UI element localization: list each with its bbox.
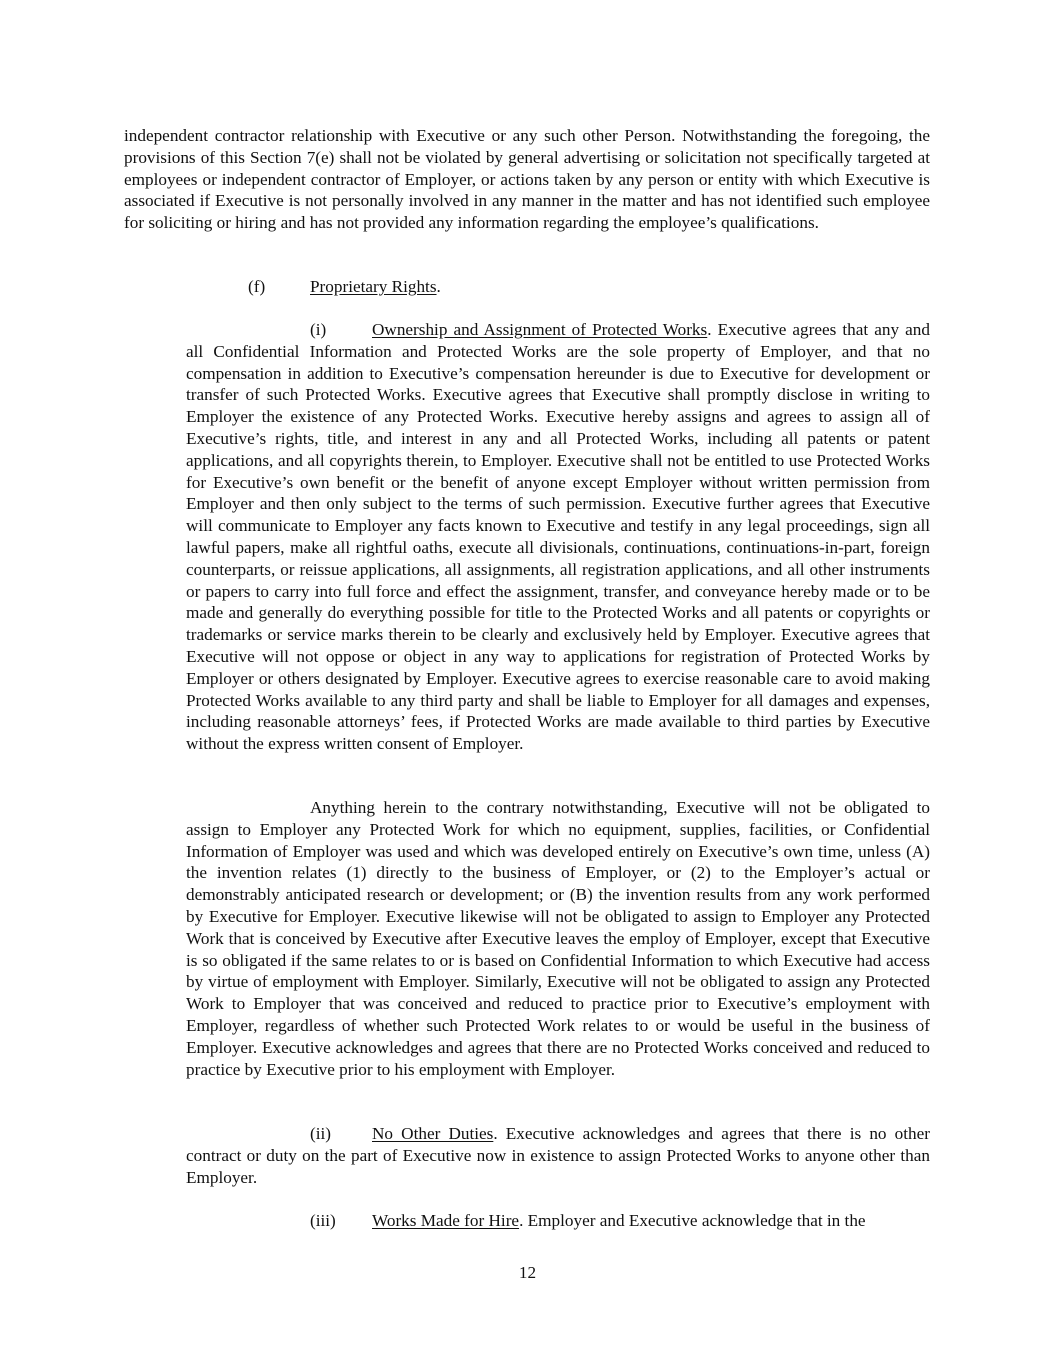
subsection-iii-title: Works Made for Hire <box>372 1211 520 1230</box>
page-number: 12 <box>518 1263 537 1282</box>
subsection-i-number: (i) <box>310 320 327 339</box>
anything-paragraph-text: Anything herein to the contrary notwithstanding, Executive will not be obligated to assign to Employer any Protected Work for which no equipment, supplies, facilities, or Confidential Information of Employer was used and which was developed entirely on Executive’s own time, unless (A) the invention relates (1) directly to the business of Employer, or (2) to the Employer’s actual or demonstrably anticipated research or development; or (B) the invention results from any work performed by Executive for Employer. Executive likewise will not be obligated to assign to Employer any Protected Work that is conceived by Executive after Executive leaves the employ of Employer, except that Executive is so obligated if the same relates to or is based on Confidential Information to which Executive had access by virtue of employment with Employer. Similarly, Executive will not be obligated to assign any Protected Work to Employer that was conceived and reduced to practice prior to Executive’s employment with Employer, regardless of whether such Protected Work relates to or would be useful in the business of Employer. Executive acknowledges and agrees that there are no Protected Works conceived and reduced to practice by Executive prior to his employment with Employer. <box>186 798 930 1079</box>
section-f-title: Proprietary Rights <box>310 277 437 296</box>
subsection-i-paragraph <box>186 319 930 755</box>
section-f-title-suffix: . <box>436 277 441 296</box>
anything-paragraph <box>186 797 930 1080</box>
section-f-heading <box>248 276 441 298</box>
subsection-iii-number: (iii) <box>310 1211 336 1230</box>
intro-paragraph: independent contractor relationship with Executive or any such other Person. Notwithstanding the foregoing, the provisions of this Section 7(e) shall not be violated by general advertising or solicitation not specifically targeted at employees or independent contractor of Employer, or actions taken by any person or entity with which Executive is associated if Executive is not personally involved in any manner in the matter and has not identified such employee for soliciting or hiring and has not provided any information regarding the employee’s qualifications. <box>124 126 930 233</box>
subsection-ii-paragraph <box>186 1123 930 1188</box>
subsection-ii-number: (ii) <box>310 1124 331 1143</box>
subsection-ii-title: No Other Duties <box>372 1124 494 1143</box>
section-f-number: (f) <box>248 277 266 296</box>
subsection-i-title: Ownership and Assignment of Protected Works <box>372 320 708 339</box>
subsection-iii-body: . Employer and Executive acknowledge that in the <box>519 1211 866 1230</box>
subsection-i-body: . Executive agrees that any and all Confidential Information and Protected Works are the sole property of Employer, and that no compensation in addition to Executive’s compensation hereunder is due to Executive for development or transfer of such Protected Works. Executive agrees that Executive shall promptly disclose in writing to Employer the existence of any Protected Works. Executive hereby assigns and agrees to assign all of Executive’s rights, title, and interest in any and all Protected Works, including all patents or patent applications, and all copyrights therein, to Employer. Executive shall not be entitled to use Protected Works for Executive’s own benefit or the benefit of anyone except Employer without written permission from Employer and then only subject to the terms of such permission. Executive further agrees that Executive will communicate to Employer any facts known to Executive and testify in any legal proceedings, sign all lawful papers, make all rightful oaths, execute all divisionals, continuations, continuations-in-part, foreign counterparts, or reissue applications, all assignments, all registration applications, and all other instruments or papers to carry into full force and effect the assignment, transfer, and conveyance hereby made or to be made and generally do everything possible for title to the Protected Works and all patents or copyrights or trademarks or service marks therein to be clearly and exclusively held by Employer. Executive agrees that Executive will not oppose or object in any way to applications for registration of Protected Works by Employer or others designated by Employer. Executive agrees to exercise reasonable care to avoid making Protected Works available to any third party and shall be liable to Employer for all damages and expenses, including reasonable attorneys’ fees, if Protected Works are made available to third parties by Executive without the express written consent of Employer. <box>186 320 930 754</box>
subsection-ii-body: . Executive acknowledges and agrees that there is no other contract or duty on the part of Executive now in existence to assign Protected Works to anyone other than Employer. <box>186 1124 930 1187</box>
subsection-iii-paragraph <box>186 1210 930 1232</box>
